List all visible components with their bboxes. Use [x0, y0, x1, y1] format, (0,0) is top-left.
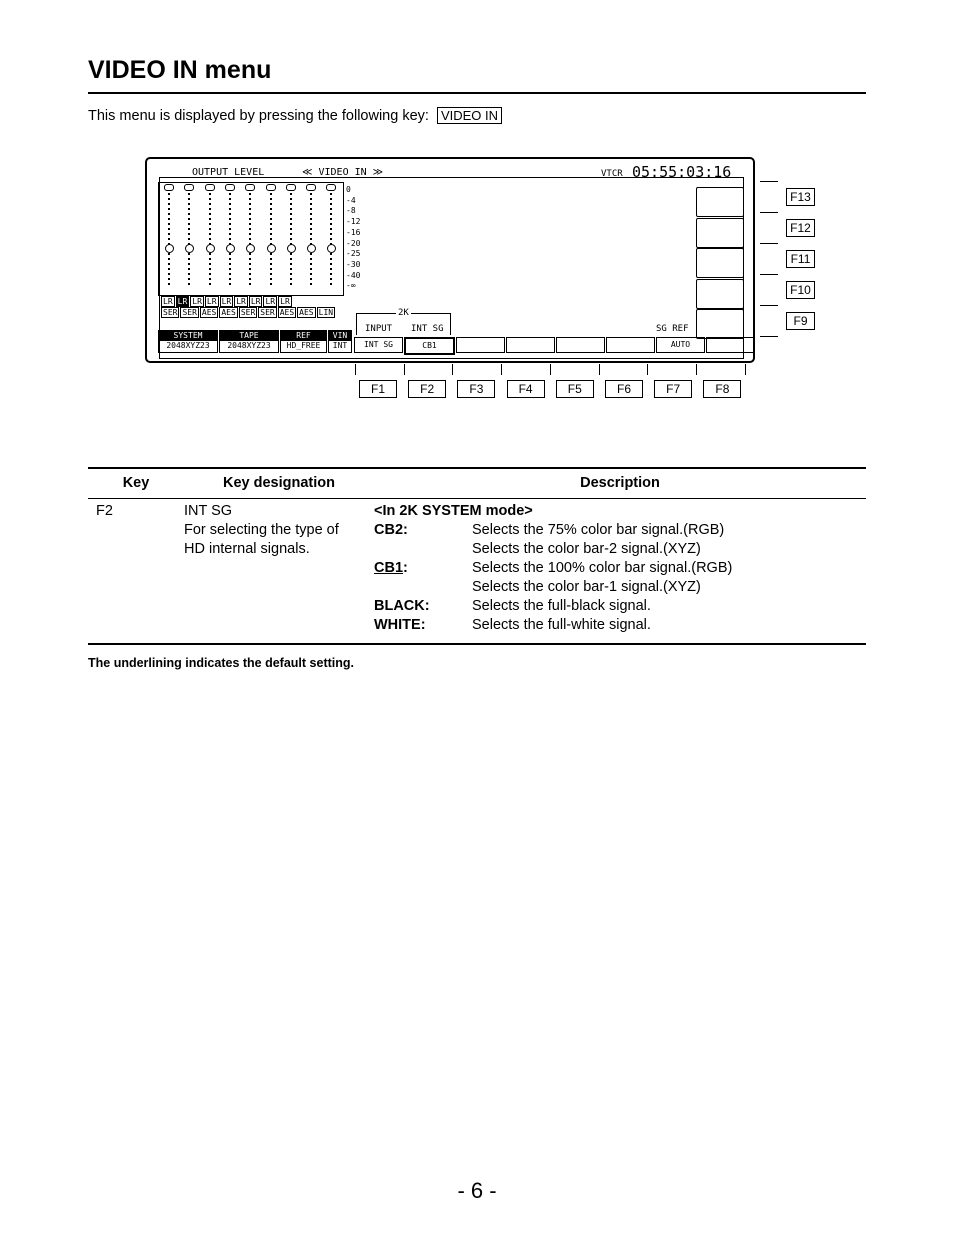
- bottom-key-tick: [599, 364, 600, 375]
- side-key-leader: [760, 336, 778, 337]
- side-key-leader: [760, 243, 778, 244]
- option-key: CB2:: [374, 522, 408, 538]
- col-description-header: Description: [374, 468, 866, 499]
- status-system-value: 2048XYZ23: [166, 341, 210, 350]
- status-vin: [328, 330, 352, 353]
- side-key-leader: [760, 274, 778, 275]
- status-tape: [219, 330, 279, 353]
- meter-level-dot: [267, 244, 276, 253]
- option-row: [374, 597, 866, 616]
- meter-peak-cap: [266, 184, 276, 191]
- channel-pair: LR: [192, 297, 202, 306]
- menu-name-label: ≪ VIDEO IN ≫: [302, 167, 384, 178]
- col-designation-header: Key designation: [184, 468, 374, 499]
- meter-peak-cap: [225, 184, 235, 191]
- row-key: F2: [88, 499, 184, 645]
- option-key: CB1:: [374, 560, 408, 576]
- channel-type: SER: [240, 308, 256, 317]
- channel-type: AES: [279, 308, 295, 317]
- lcd-menu-cell: [556, 337, 605, 353]
- status-tape-value: 2048XYZ23: [227, 341, 271, 350]
- timecode: 05:55:03:16: [632, 163, 732, 181]
- option-desc: Selects the full-black signal.: [472, 598, 651, 614]
- option-key-default: CB1: [374, 560, 404, 576]
- side-key-leader: [760, 305, 778, 306]
- lcd-menu-cell: [606, 337, 655, 353]
- bottom-key-tick: [745, 364, 746, 375]
- channel-type: AES: [299, 308, 314, 317]
- level-meter: [225, 184, 235, 292]
- meter-level-dot: [287, 244, 296, 253]
- level-meter: [184, 184, 194, 292]
- channel-pair: LR: [206, 297, 217, 306]
- table-row: [88, 499, 866, 645]
- row-designation: [184, 499, 374, 645]
- scale-tick-label: -12: [346, 217, 361, 227]
- meter-bar: [330, 193, 332, 288]
- option-desc: Selects the 100% color bar signal.(RGB): [472, 560, 733, 576]
- bottom-key-tick: [404, 364, 405, 375]
- status-system: [158, 330, 218, 353]
- title-rule: [88, 92, 866, 94]
- meter-bar: [310, 193, 312, 288]
- status-vin-label: VIN: [329, 331, 351, 341]
- status-ref-label: REF: [281, 331, 326, 341]
- meter-peak-cap: [164, 184, 174, 191]
- lcd-menu-cell: [506, 337, 555, 353]
- option-row: [374, 521, 866, 540]
- meter-peak-cap: [326, 184, 336, 191]
- bottom-function-key: F1: [359, 380, 397, 398]
- meter-bar: [209, 193, 211, 288]
- side-soft-button: [696, 218, 744, 248]
- option-list: [374, 521, 866, 635]
- scale-tick-label: -20: [346, 238, 361, 248]
- meter-peak-cap: [306, 184, 316, 191]
- side-function-key: F9: [786, 312, 815, 330]
- mode-heading: <In 2K SYSTEM mode>: [374, 503, 533, 519]
- side-soft-button: [696, 248, 744, 278]
- level-scale: [346, 185, 360, 292]
- side-soft-button: [696, 187, 744, 217]
- bottom-function-key: F5: [556, 380, 594, 398]
- col-key-header: Key: [88, 468, 184, 499]
- channel-type: LIN: [318, 308, 334, 317]
- level-meter: [164, 184, 174, 292]
- option-row: [374, 578, 866, 597]
- row-description: [374, 499, 866, 645]
- status-system-label: SYSTEM: [159, 331, 217, 341]
- meter-level-dot: [327, 244, 336, 253]
- channel-pair: LR: [163, 297, 173, 306]
- level-meter: [266, 184, 276, 292]
- scale-tick-label: -25: [346, 249, 361, 259]
- channel-type-row: [161, 307, 335, 318]
- bottom-function-key: F4: [507, 380, 545, 398]
- bottom-function-key: F3: [457, 380, 495, 398]
- vtcr-label: VTCR: [601, 169, 623, 179]
- side-soft-button: [696, 309, 744, 339]
- channel-pair-row: [161, 296, 292, 307]
- level-meter: [306, 184, 316, 292]
- meter-peak-cap: [184, 184, 194, 191]
- option-row: [374, 540, 866, 559]
- meter-level-dot: [226, 244, 235, 253]
- channel-pair: LR: [221, 297, 232, 306]
- channel-pair: LR: [236, 297, 246, 306]
- option-key: WHITE:: [374, 617, 426, 633]
- meter-bar: [229, 193, 231, 288]
- scale-tick-label: -4: [346, 195, 356, 205]
- bottom-key-tick: [452, 364, 453, 375]
- meter-bar: [168, 193, 170, 288]
- item-input-label: INPUT: [365, 324, 393, 334]
- option-key: BLACK:: [374, 598, 430, 614]
- channel-type: AES: [221, 308, 236, 317]
- channel-pair: LR: [177, 297, 188, 306]
- bottom-function-key: F8: [703, 380, 741, 398]
- channel-pair: LR: [280, 297, 290, 306]
- side-soft-button: [696, 279, 744, 309]
- side-function-key: F11: [786, 250, 815, 268]
- bottom-key-tick: [355, 364, 356, 375]
- scale-tick-label: -30: [346, 259, 361, 269]
- lcd-menu-cell: [706, 337, 755, 353]
- level-meter: [326, 184, 336, 292]
- intro-text: [88, 107, 502, 124]
- status-ref: [280, 330, 327, 353]
- option-key: [374, 578, 472, 597]
- status-ref-value: HD_FREE: [286, 341, 321, 350]
- scale-tick-label: -16: [346, 227, 361, 237]
- lcd-menu-cell: CB1: [404, 337, 455, 355]
- side-key-leader: [760, 181, 778, 182]
- lcd-menu-cell: [456, 337, 505, 353]
- page-number: - 6 -: [457, 1178, 497, 1203]
- channel-type: SER: [260, 308, 275, 317]
- item-intsg-label: INT SG: [411, 324, 444, 334]
- intro-sentence: This menu is displayed by pressing the following key:: [88, 108, 429, 124]
- channel-type: SER: [182, 308, 197, 317]
- meter-bar: [188, 193, 190, 288]
- lcd-menu-cell: AUTO: [656, 337, 705, 353]
- meter-peak-cap: [205, 184, 215, 191]
- page-title: VIDEO IN menu: [88, 56, 272, 84]
- bottom-function-key: F7: [654, 380, 692, 398]
- meter-level-dot: [165, 244, 174, 253]
- meter-bar: [290, 193, 292, 288]
- lcd-menu-row: [354, 337, 756, 355]
- level-meter: [245, 184, 255, 292]
- scale-tick-label: -8: [346, 206, 356, 216]
- meter-peak-cap: [245, 184, 255, 191]
- level-meter: [205, 184, 215, 292]
- footnote: The underlining indicates the default setting.: [88, 656, 354, 670]
- designation-desc: For selecting the type of HD internal signals.: [184, 522, 339, 557]
- status-vin-value: INT: [332, 341, 348, 350]
- channel-pair: LR: [250, 297, 261, 306]
- meter-level-dot: [206, 244, 215, 253]
- level-meter: [286, 184, 296, 292]
- side-key-leader: [760, 212, 778, 213]
- option-desc: Selects the color bar-2 signal.(XYZ): [472, 541, 701, 557]
- description-table: [88, 467, 866, 645]
- item-sgref-label: SG REF: [656, 324, 689, 334]
- option-desc: Selects the color bar-1 signal.(XYZ): [472, 579, 701, 595]
- option-desc: Selects the full-white signal.: [472, 617, 651, 633]
- lcd-menu-cell: INT SG: [354, 337, 403, 353]
- meter-peak-cap: [286, 184, 296, 191]
- option-row: [374, 559, 866, 578]
- scale-tick-label: 0: [346, 185, 351, 194]
- side-function-key: F13: [786, 188, 815, 206]
- option-row: [374, 616, 866, 635]
- channel-type: SER: [163, 308, 178, 317]
- channel-pair: LR: [265, 297, 276, 306]
- group-2k-label: 2K: [398, 308, 409, 318]
- option-desc: Selects the 75% color bar signal.(RGB): [472, 522, 725, 538]
- meter-level-dot: [307, 244, 316, 253]
- meter-bar: [270, 193, 272, 288]
- scale-tick-label: -40: [346, 270, 361, 280]
- output-level-label: OUTPUT LEVEL: [192, 167, 265, 178]
- bottom-function-key: F6: [605, 380, 643, 398]
- meter-bar: [249, 193, 251, 288]
- side-function-key: F10: [786, 281, 815, 299]
- channel-type: AES: [201, 308, 217, 317]
- designation-name: INT SG: [184, 503, 233, 519]
- status-tape-label: TAPE: [220, 331, 278, 341]
- bottom-key-tick: [550, 364, 551, 375]
- bottom-key-tick: [501, 364, 502, 375]
- side-function-key: F12: [786, 219, 815, 237]
- meter-level-dot: [185, 244, 194, 253]
- option-key: [374, 540, 472, 559]
- video-in-key: VIDEO IN: [437, 107, 502, 124]
- bottom-key-tick: [647, 364, 648, 375]
- scale-tick-label: -∞: [346, 281, 356, 291]
- meter-level-dot: [246, 244, 255, 253]
- bottom-key-tick: [696, 364, 697, 375]
- bottom-function-key: F2: [408, 380, 446, 398]
